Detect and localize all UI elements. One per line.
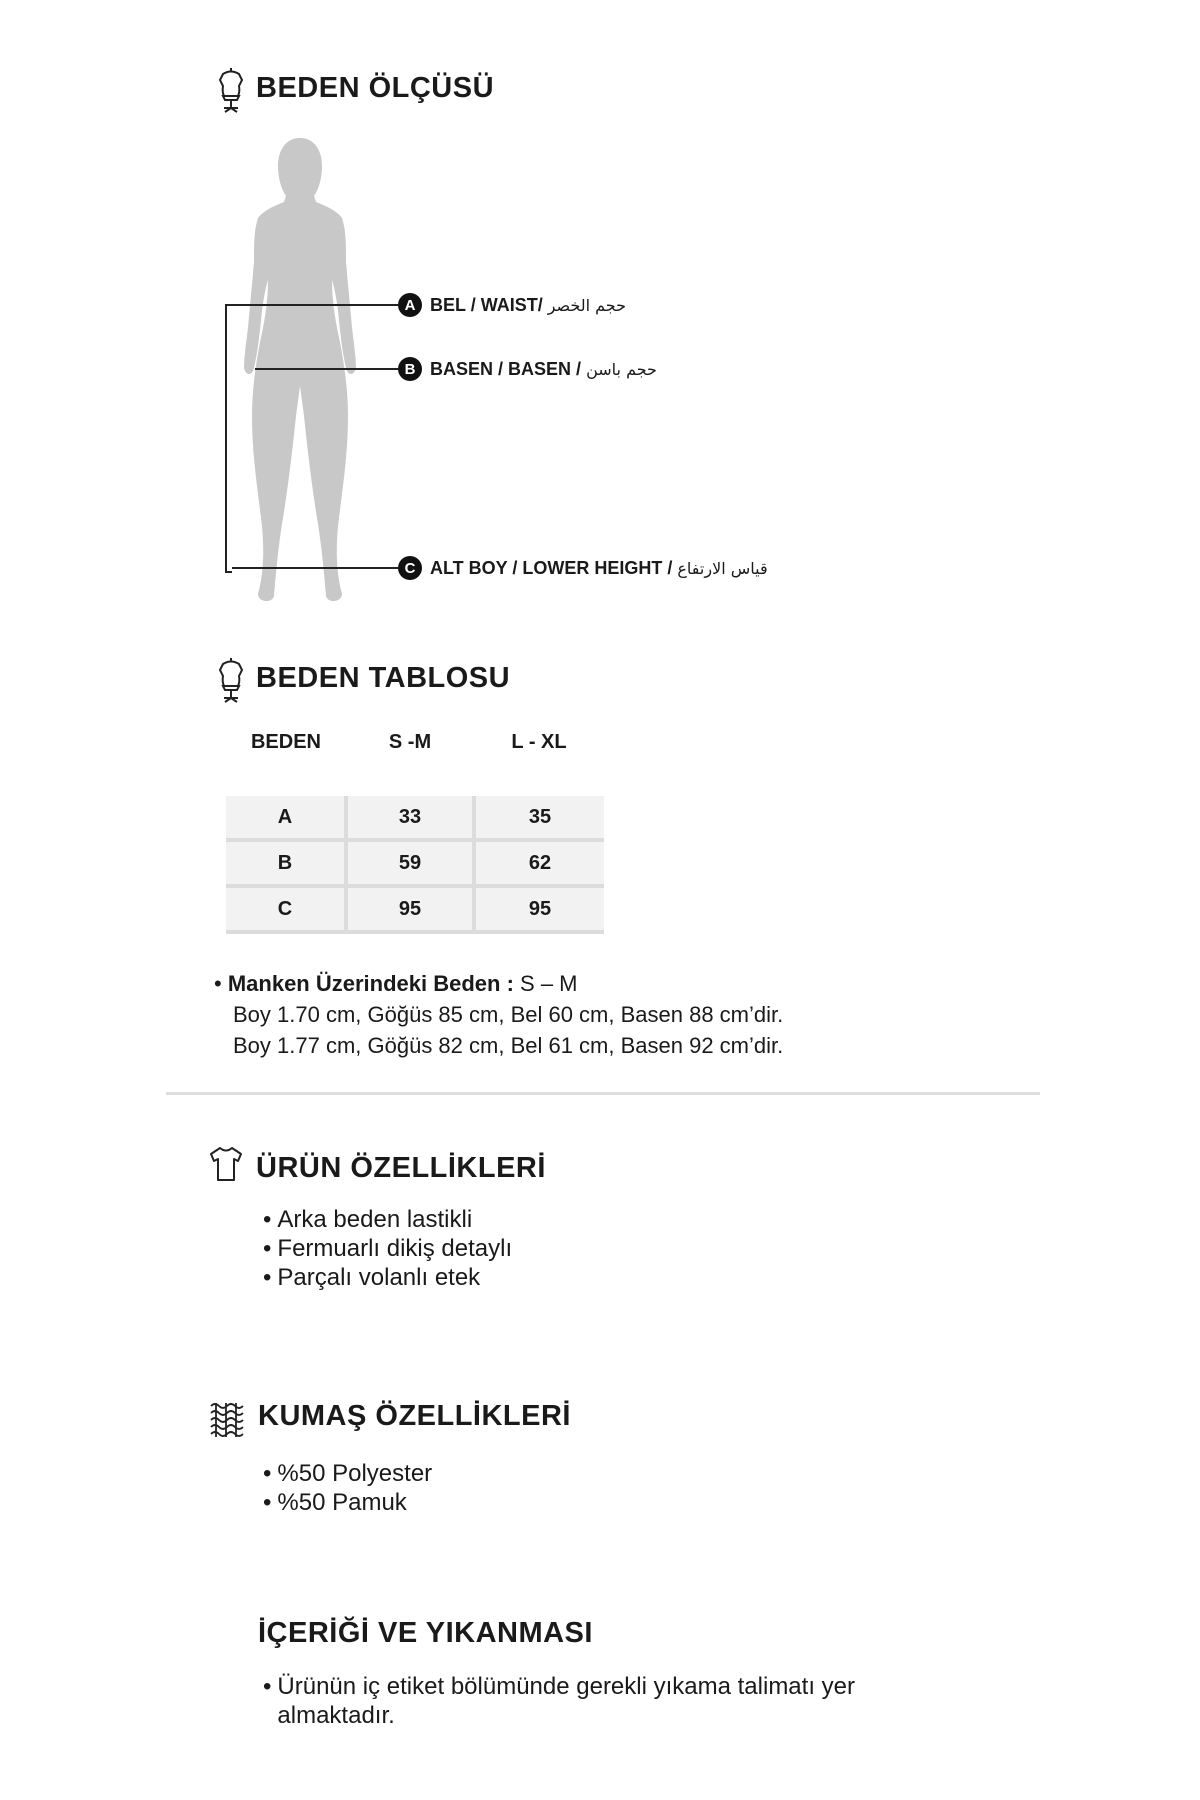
- measurement-row-b: [398, 357, 657, 381]
- column-header: L - XL: [511, 730, 567, 753]
- list-item: • Fermuarlı dikiş detaylı: [263, 1234, 512, 1263]
- table-cell: 95: [474, 886, 604, 932]
- table-cell: 33: [346, 796, 474, 840]
- care-text: Ürünün iç etiket bölümünde gerekli yıkama talimatı yer almaktadır.: [277, 1673, 855, 1729]
- waist-line: [230, 304, 398, 306]
- product-features-list: [263, 1205, 512, 1292]
- product-features-icon-wrap: [208, 1146, 244, 1187]
- care-title: İÇERİĞİ VE YIKANMASI: [258, 1617, 593, 1649]
- table-cell: 62: [474, 840, 604, 886]
- table-cell: 35: [474, 796, 604, 840]
- fabric-features-title: KUMAŞ ÖZELLİKLERİ: [258, 1400, 571, 1432]
- table-cell: A: [226, 796, 346, 840]
- measurement-badge: A: [398, 293, 422, 317]
- table-header-row: [226, 724, 604, 760]
- mannequin-icon: [216, 66, 246, 114]
- size-table-grid: [226, 724, 604, 934]
- care-item: [263, 1672, 963, 1730]
- lower-height-line: [232, 567, 398, 569]
- size-table: [226, 724, 604, 934]
- model-size-line: [214, 968, 783, 999]
- measurement-label: BEL / WAIST/ حجم الخصر: [430, 294, 627, 315]
- product-features-title: ÜRÜN ÖZELLİKLERİ: [256, 1152, 546, 1184]
- fabric-features-icon-wrap: [208, 1400, 248, 1445]
- body-silhouette: [230, 136, 370, 611]
- model-info: [214, 968, 783, 1061]
- list-item: • Arka beden lastikli: [263, 1205, 512, 1234]
- column-header: S -M: [388, 730, 432, 753]
- list-item: • %50 Pamuk: [263, 1488, 432, 1517]
- list-item: • Parçalı volanlı etek: [263, 1263, 512, 1292]
- table-cell: B: [226, 840, 346, 886]
- model-size-value: S – M: [520, 971, 578, 996]
- bullet: •: [263, 1673, 272, 1700]
- size-table-title: BEDEN TABLOSU: [256, 662, 511, 694]
- model-measure-line: Boy 1.77 cm, Göğüs 82 cm, Bel 61 cm, Basen 92 cm’dir.: [233, 1033, 784, 1058]
- height-bracket: [225, 304, 232, 573]
- size-guide-title: BEDEN ÖLÇÜSÜ: [256, 72, 495, 104]
- column-header: BEDEN: [250, 730, 321, 753]
- table-row: [226, 840, 604, 886]
- fabric-icon: [208, 1400, 248, 1440]
- measurement-badge: C: [398, 556, 422, 580]
- tshirt-icon: [208, 1146, 244, 1182]
- section-divider: [166, 1092, 1040, 1095]
- list-item: • %50 Polyester: [263, 1459, 432, 1488]
- hip-line: [255, 368, 398, 370]
- table-cell: 95: [346, 886, 474, 932]
- size-table-icon-wrap: [216, 656, 246, 709]
- table-cell: C: [226, 886, 346, 932]
- bullet: •: [214, 971, 222, 996]
- table-row: [226, 796, 604, 840]
- measurement-label: BASEN / BASEN / حجم باسن: [430, 358, 657, 379]
- measurement-row-c: [398, 556, 768, 580]
- measurement-label: ALT BOY / LOWER HEIGHT / قياس الارتفاع: [430, 557, 768, 578]
- table-cell: 59: [346, 840, 474, 886]
- measurement-row-a: [398, 293, 626, 317]
- table-row: [226, 886, 604, 932]
- size-guide-icon-wrap: [216, 66, 246, 119]
- fabric-features-list: [263, 1459, 432, 1517]
- model-measure-line: Boy 1.70 cm, Göğüs 85 cm, Bel 60 cm, Basen 88 cm’dir.: [233, 1002, 784, 1027]
- mannequin-icon: [216, 656, 246, 704]
- model-size-label: Manken Üzerindeki Beden :: [227, 971, 514, 996]
- measurement-badge: B: [398, 357, 422, 381]
